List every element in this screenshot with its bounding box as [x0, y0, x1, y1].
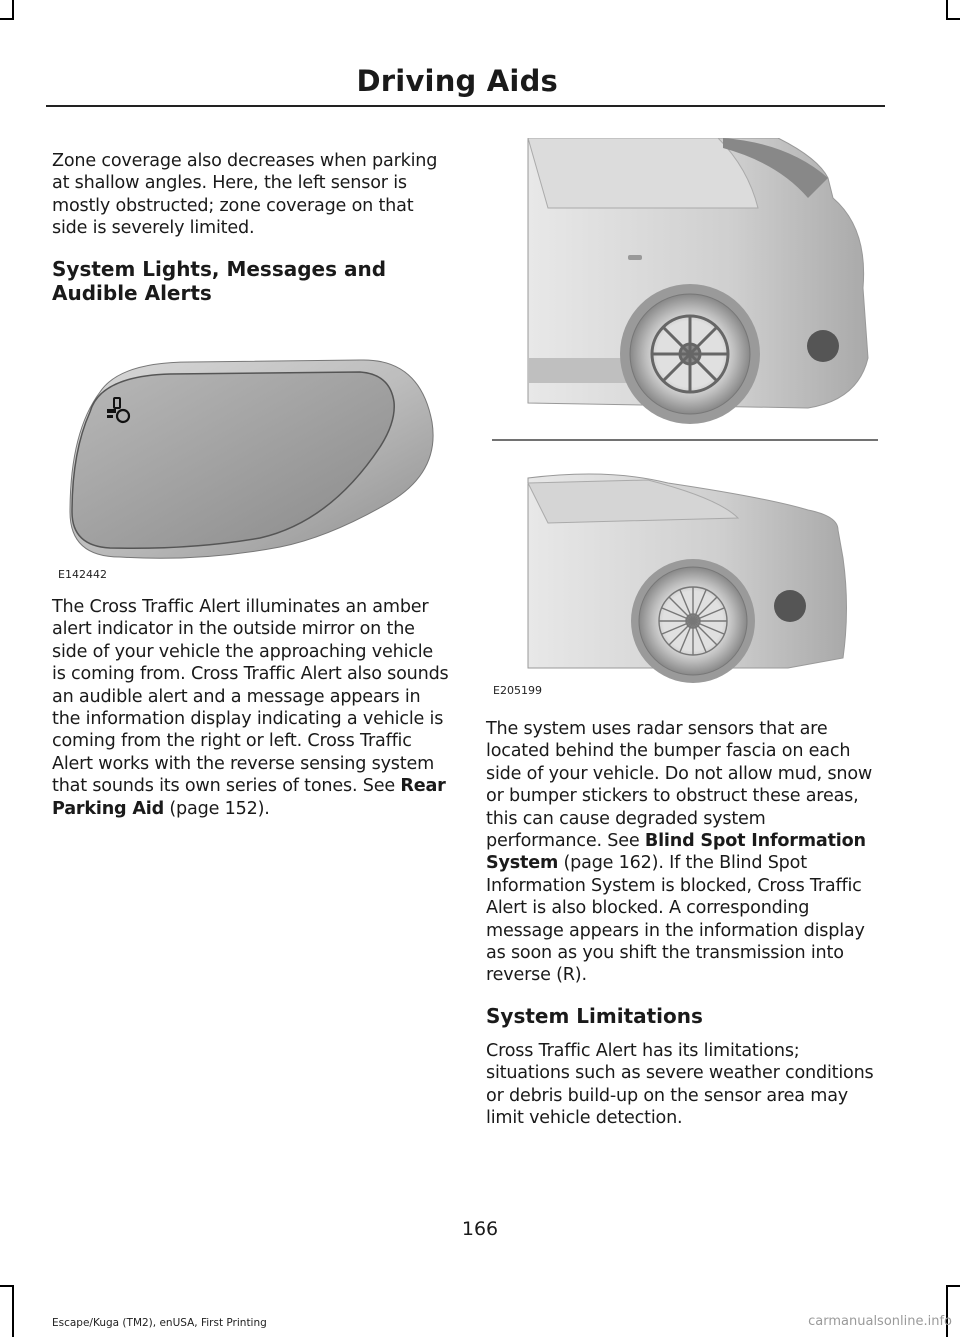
- crop-mark: [946, 0, 948, 20]
- crop-mark: [946, 1285, 948, 1337]
- right-column: [486, 718, 884, 1130]
- crop-mark: [12, 1285, 14, 1337]
- crop-mark: [946, 18, 960, 20]
- crop-mark: [0, 18, 14, 20]
- paragraph-text: (page 162). If the Blind Spot Information System is blocked, Cross Traffic Alert is also blocked. A corresponding message appears in the information display as soon as you shift the transmission into reverse (R).: [486, 853, 865, 986]
- page-number: 166: [461, 1218, 499, 1240]
- header-rule: [46, 105, 885, 107]
- figure-code-mirror: E142442: [58, 568, 107, 581]
- figure-code-vehicles: E205199: [493, 684, 542, 697]
- suv-rear-view: [528, 138, 868, 424]
- crop-mark: [0, 1285, 14, 1287]
- blind-spot-information-system-link[interactable]: Blind Spot Information System: [486, 831, 866, 874]
- limitations-paragraph: Cross Traffic Alert has its limitations; situations such as severe weather conditions or debris build-up on the sensor area may limit vehicle detection.: [486, 1040, 874, 1129]
- page-title: Driving Aids: [356, 64, 558, 98]
- crop-mark: [12, 0, 14, 20]
- zone-coverage-paragraph: Zone coverage also decreases when parking at shallow angles. Here, the left sensor is mostly obstructed; zone coverage on that side is severely limited.: [52, 151, 438, 239]
- side-mirror-illustration: [60, 352, 440, 564]
- left-column-lower: [52, 596, 450, 820]
- vehicle-rear-illustration: [488, 138, 883, 683]
- paragraph-text: The system uses radar sensors that are located behind the bumper fascia on each side of your vehicle. Do not allow mud, snow or bumper stickers to obstruct these areas, this can cause degraded system performance. See: [486, 719, 873, 852]
- left-column: [52, 150, 450, 305]
- watermark: carmanualsonline.info: [808, 1314, 952, 1329]
- crop-mark: [946, 1285, 960, 1287]
- rear-parking-aid-link[interactable]: Rear Parking Aid: [52, 776, 446, 819]
- page-reference: (page 152).: [164, 798, 270, 819]
- cross-traffic-alert-paragraph: [52, 596, 450, 820]
- section-heading-system-limitations: System Limitations: [486, 1003, 703, 1028]
- section-heading-system-lights: System Lights, Messages and Audible Alerts: [52, 256, 387, 305]
- footer-text: Escape/Kuga (TM2), enUSA, First Printing: [52, 1317, 267, 1329]
- sedan-rear-view: [528, 474, 847, 683]
- paragraph-text: The Cross Traffic Alert illuminates an amber alert indicator in the outside mirror on the side of your vehicle the approaching vehicle is coming from. Cross Traffic Alert also sounds an audible alert and a message appears in the information display indicating a vehicle is coming from the right or left. Cross Traffic Alert works with the reverse sensing system that sounds its own series of tones. See: [52, 597, 449, 797]
- radar-sensor-paragraph: [486, 718, 884, 987]
